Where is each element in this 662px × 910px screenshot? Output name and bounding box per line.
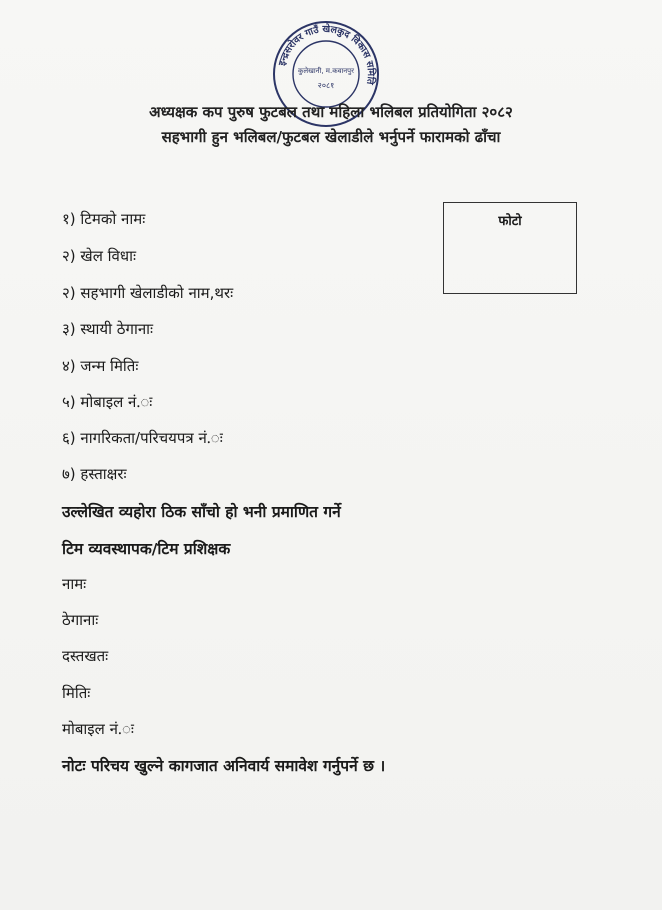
svg-text:इन्द्रसरोवर गाउँ खेलकुद विकास: [277, 23, 378, 86]
photo-label: फोटो: [498, 214, 522, 229]
field-signature: ७) हस्ताक्षरः: [62, 465, 127, 483]
stamp-year-text: २०८१: [317, 81, 335, 90]
note-text: नोटः परिचय खुल्ने कागजात अनिवार्य समावेश गर्नुपर्ने छ ।: [62, 757, 386, 775]
field-permanent-address: ३) स्थायी ठेगानाः: [62, 320, 154, 338]
field-team-name: १) टिमको नामः: [62, 210, 146, 228]
manager-signature: दस्तखतः: [62, 647, 109, 665]
stamp-outer-text: इन्द्रसरोवर गाउँ खेलकुद विकास समिति: [276, 23, 377, 86]
form-subtitle: सहभागी हुन भलिबल/फुटबल खेलाडीले भर्नुपर्ने फारामको ढाँचा: [161, 128, 501, 146]
field-mobile: ५) मोबाइल नं.ः: [62, 393, 153, 411]
stamp-center-text: कुलेखानी, म.कवानपुर: [297, 67, 355, 75]
field-birth-date: ४) जन्म मितिः: [62, 357, 139, 375]
manager-date: मितिः: [62, 684, 91, 702]
field-sport-type: २) खेल विधाः: [62, 247, 136, 265]
certification-text: उल्लेखित व्यहोरा ठिक साँचो हो भनी प्रमाणित गर्ने: [62, 503, 341, 521]
manager-mobile: मोबाइल नं.ः: [62, 720, 134, 738]
field-player-name: २) सहभागी खेलाडीको नाम,थरः: [62, 284, 234, 302]
manager-address: ठेगानाः: [62, 611, 99, 629]
field-citizenship-id: ६) नागरिकता/परिचयपत्र नं.ः: [62, 429, 223, 447]
photo-box: [443, 202, 577, 294]
manager-name: नामः: [62, 575, 87, 593]
manager-heading: टिम व्यवस्थापक/टिम प्रशिक्षक: [62, 540, 231, 558]
form-title: अध्यक्षक कप पुरुष फुटबल तथा महिला भलिबल प्रतियोगिता २०८२: [149, 103, 513, 121]
